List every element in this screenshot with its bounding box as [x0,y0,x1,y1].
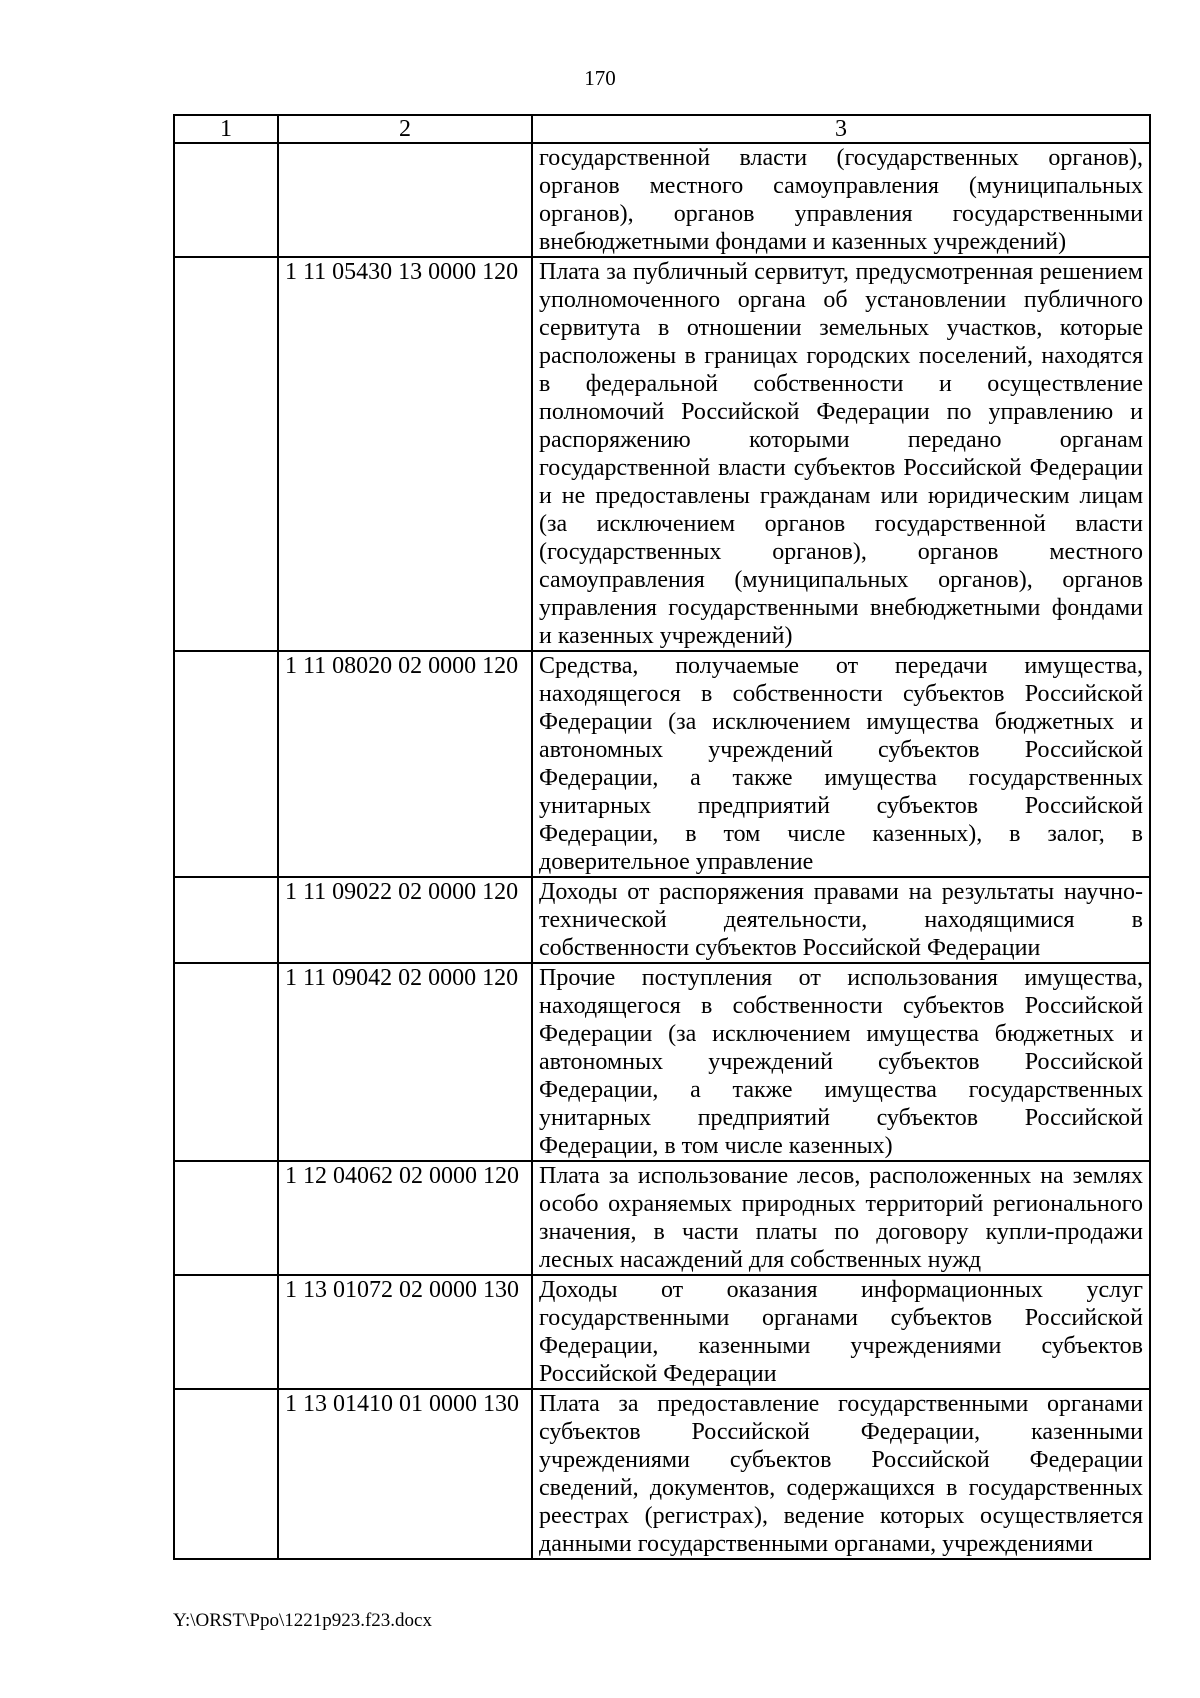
row-admin-cell [174,1275,278,1389]
row-admin-cell [174,651,278,877]
row-admin-cell [174,143,278,257]
table-row [174,963,1150,1161]
row-code-cell [278,143,532,257]
row-description-cell: Прочие поступления от использования имущества, находящегося в собственности субъектов Российской Федерации (за исключением имущества бюджетных и автономных учреждений субъектов Российской Федерации, а также имущества государственных унитарных предприятий субъектов Российской Федерации, в том числе казенных) [532,963,1150,1161]
page-number: 170 [584,66,616,90]
table-row [174,1161,1150,1275]
row-admin-cell [174,257,278,651]
revenue-codes-table [173,114,1151,1560]
table-row [174,143,1150,257]
row-description-cell: Средства, получаемые от передачи имущества, находящегося в собственности субъектов Российской Федерации (за исключением имущества бюджетных и автономных учреждений субъектов Российской Федерации, а также имущества государственных унитарных предприятий субъектов Российской Федерации, в том числе казенных), в залог, в доверительное управление [532,651,1150,877]
row-code-cell: 1 12 04062 02 0000 120 [278,1161,532,1275]
table-header-row [174,115,1150,143]
table-row [174,1275,1150,1389]
row-code-cell: 1 11 09022 02 0000 120 [278,877,532,963]
table-row [174,1389,1150,1559]
row-code-cell: 1 13 01410 01 0000 130 [278,1389,532,1559]
row-admin-cell [174,963,278,1161]
row-description-cell: Плата за использование лесов, расположенных на землях особо охраняемых природных территорий регионального значения, в части платы по договору купли-продажи лесных насаждений для собственных нужд [532,1161,1150,1275]
row-code-cell: 1 13 01072 02 0000 130 [278,1275,532,1389]
header-col-2: 2 [278,115,532,143]
row-code-cell: 1 11 09042 02 0000 120 [278,963,532,1161]
table-row [174,877,1150,963]
footer-file-path: Y:\ORST\Ppo\1221p923.f23.docx [173,1610,432,1631]
table-row [174,257,1150,651]
table-row [174,651,1150,877]
header-col-3: 3 [532,115,1150,143]
header-col-1: 1 [174,115,278,143]
row-description-cell: Плата за предоставление государственными органами субъектов Российской Федерации, казенными учреждениями субъектов Российской Федерации сведений, документов, содержащихся в государственных реестрах (регистрах), ведение которых осуществляется данными государственными органами, учреждениями [532,1389,1150,1559]
row-description-cell: государственной власти (государственных органов), органов местного самоуправления (муниципальных органов), органов управления государственными внебюджетными фондами и казенных учреждений) [532,143,1150,257]
row-admin-cell [174,1389,278,1559]
row-description-cell: Доходы от оказания информационных услуг государственными органами субъектов Российской Федерации, казенными учреждениями субъектов Российской Федерации [532,1275,1150,1389]
row-admin-cell [174,1161,278,1275]
row-code-cell: 1 11 05430 13 0000 120 [278,257,532,651]
row-admin-cell [174,877,278,963]
row-description-cell: Доходы от распоряжения правами на результаты научно-технической деятельности, находящимися в собственности субъектов Российской Федерации [532,877,1150,963]
row-code-cell: 1 11 08020 02 0000 120 [278,651,532,877]
row-description-cell: Плата за публичный сервитут, предусмотренная решением уполномоченного органа об установлении публичного сервитута в отношении земельных участков, которые расположены в границах городских поселений, находятся в федеральной собственности и осуществление полномочий Российской Федерации по управлению и распоряжению которыми передано органам государственной власти субъектов Российской Федерации и не предоставлены гражданам или юридическим лицам (за исключением органов государственной власти (государственных органов), органов местного самоуправления (муниципальных органов), органов управления государственными внебюджетными фондами и казенных учреждений) [532,257,1150,651]
